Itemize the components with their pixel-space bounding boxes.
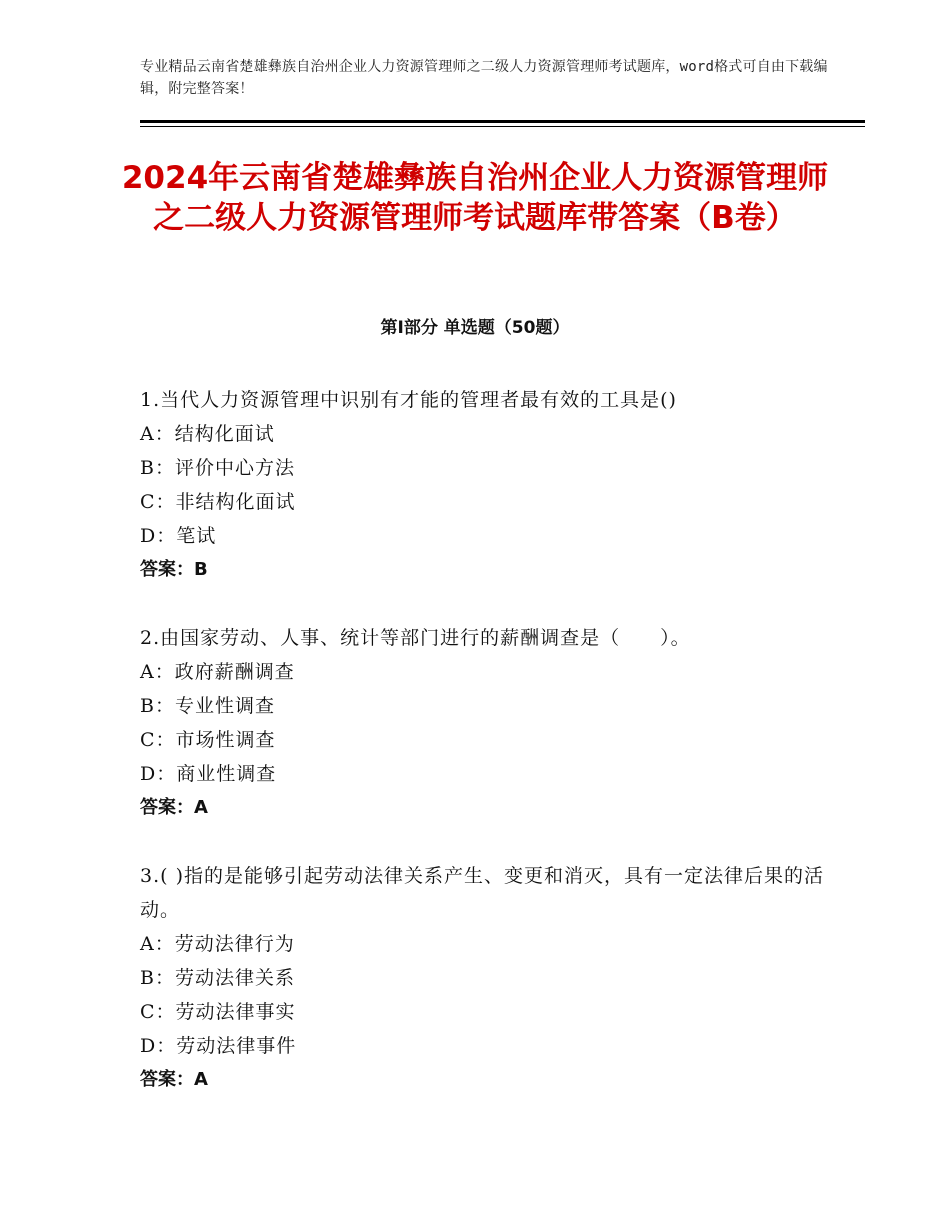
- document-title: 2024年云南省楚雄彝族自治州企业人力资源管理师之二级人力资源管理师考试题库带答案（B卷）: [121, 160, 829, 236]
- answer-line: 答案：B: [140, 559, 208, 580]
- option-b: B：劳动法律关系: [140, 967, 295, 989]
- header-rule-thin: [140, 126, 865, 127]
- answer-line: 答案：A: [140, 1069, 208, 1090]
- option-d: D：劳动法律事件: [140, 1035, 297, 1057]
- option-b: B：评价中心方法: [140, 457, 295, 479]
- question-3: [140, 859, 830, 1097]
- question-1: [140, 383, 830, 587]
- question-stem: 2.由国家劳动、人事、统计等部门进行的薪酬调查是（ ）。: [140, 627, 691, 649]
- option-c: C：非结构化面试: [140, 491, 296, 513]
- header-rule-thick: [140, 120, 865, 123]
- question-2: [140, 621, 830, 825]
- option-d: D：笔试: [140, 525, 217, 547]
- option-b: B：专业性调查: [140, 695, 275, 717]
- option-c: C：市场性调查: [140, 729, 276, 751]
- question-stem: 3.( )指的是能够引起劳动法律关系产生、变更和消灭，具有一定法律后果的活动。: [140, 865, 824, 921]
- option-c: C：劳动法律事实: [140, 1001, 296, 1023]
- option-a: A：政府薪酬调查: [140, 661, 295, 683]
- header-note: 专业精品云南省楚雄彝族自治州企业人力资源管理师之二级人力资源管理师考试题库，word格式可自由下载编辑，附完整答案！: [140, 59, 828, 97]
- question-list: [140, 383, 830, 1131]
- option-a: A：结构化面试: [140, 423, 275, 445]
- section-heading: 第Ⅰ部分 单选题（50题）: [380, 318, 570, 338]
- answer-line: 答案：A: [140, 797, 208, 818]
- question-stem: 1.当代人力资源管理中识别有才能的管理者最有效的工具是(): [140, 389, 677, 411]
- option-a: A：劳动法律行为: [140, 933, 295, 955]
- option-d: D：商业性调查: [140, 763, 277, 785]
